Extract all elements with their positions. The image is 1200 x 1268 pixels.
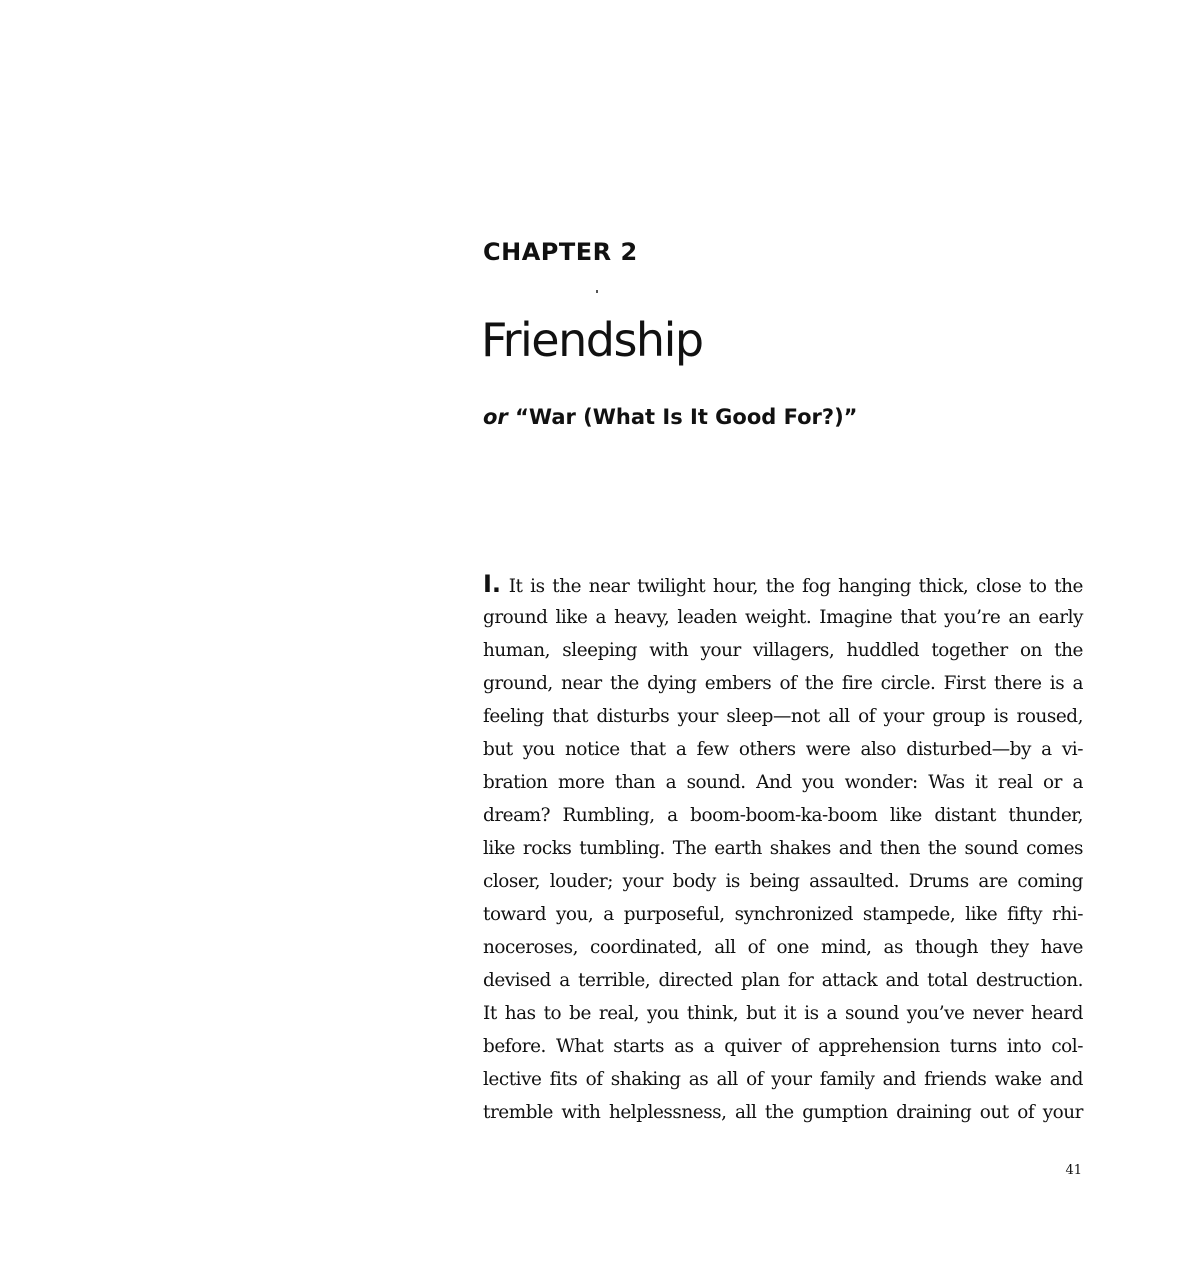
body-line: but you notice that a few others were also disturbed—by a vi- (483, 739, 1083, 760)
body-line: dream? Rumbling, a boom-boom-ka-boom like distant thunder, (483, 805, 1083, 826)
subtitle-prefix: or (483, 405, 508, 429)
page-number: 41 (1065, 1163, 1082, 1178)
body-line: before. What starts as a quiver of apprehension turns into col- (483, 1036, 1083, 1057)
chapter-title: Friendship (481, 313, 703, 367)
body-line: tremble with helplessness, all the gumption draining out of your (483, 1102, 1083, 1123)
body-line: It has to be real, you think, but it is a sound you’ve never heard (483, 1003, 1083, 1024)
body-line (483, 568, 1083, 601)
chapter-label: CHAPTER 2 (483, 238, 638, 266)
body-line: closer, louder; your body is being assaulted. Drums are coming (483, 871, 1083, 892)
body-line: devised a terrible, directed plan for attack and total destruction. (483, 970, 1083, 991)
body-line: like rocks tumbling. The earth shakes and then the sound comes (483, 838, 1083, 859)
body-line: lective fits of shaking as all of your family and friends wake and (483, 1069, 1083, 1090)
body-paragraph (483, 568, 1083, 1129)
body-line: toward you, a purposeful, synchronized stampede, like fifty rhi- (483, 904, 1083, 925)
section-numeral: I. (483, 570, 502, 598)
body-line-text: It is the near twilight hour, the fog hanging thick, close to the (508, 576, 1083, 597)
chapter-subtitle (483, 405, 857, 429)
body-line: noceroses, coordinated, all of one mind, as though they have (483, 937, 1083, 958)
print-speck (596, 290, 598, 293)
body-line: human, sleeping with your villagers, huddled together on the (483, 640, 1083, 661)
subtitle-text: “War (What Is It Good For?)” (515, 405, 858, 429)
body-line: bration more than a sound. And you wonder: Was it real or a (483, 772, 1083, 793)
body-line: feeling that disturbs your sleep—not all of your group is roused, (483, 706, 1083, 727)
body-line: ground like a heavy, leaden weight. Imagine that you’re an early (483, 607, 1083, 628)
body-line: ground, near the dying embers of the fire circle. First there is a (483, 673, 1083, 694)
